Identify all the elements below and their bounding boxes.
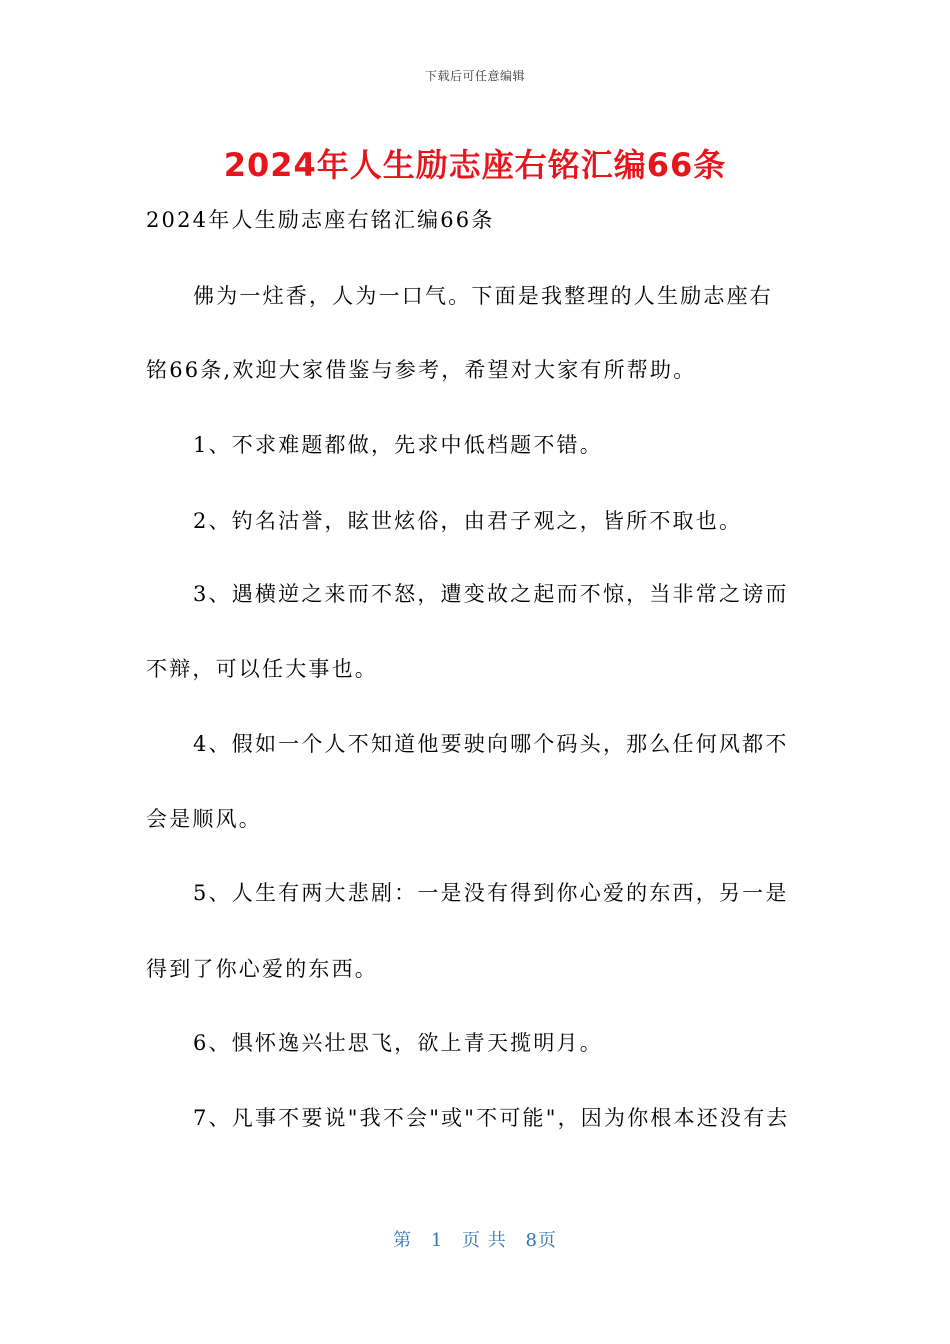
footer-page-number: 1: [430, 1230, 444, 1251]
paragraph-line: 铭66条,欢迎大家借鉴与参考，希望对大家有所帮助。: [146, 358, 697, 382]
footer-middle: 页 共: [462, 1230, 507, 1251]
list-item: 5、人生有两大悲剧：一是没有得到你心爱的东西，另一是: [193, 881, 789, 905]
list-item: 7、凡事不要说"我不会"或"不可能"，因为你根本还没有去: [193, 1106, 790, 1130]
list-item: 4、假如一个人不知道他要驶向哪个码头，那么任何风都不: [193, 732, 789, 756]
paragraph-line: 佛为一炷香，人为一口气。下面是我整理的人生励志座右: [193, 284, 773, 308]
list-item-continuation: 得到了你心爱的东西。: [146, 957, 378, 981]
list-item-continuation: 不辩，可以任大事也。: [146, 657, 378, 681]
document-title: 2024年人生励志座右铭汇编66条: [223, 146, 727, 184]
list-item: 2、钓名沽誉，眩世炫俗，由君子观之，皆所不取也。: [193, 509, 743, 533]
list-item: 3、遇横逆之来而不怒，遭变故之起而不惊，当非常之谤而: [193, 582, 789, 606]
footer-total-pages: 8页: [525, 1230, 557, 1251]
footer-prefix: 第: [393, 1230, 413, 1251]
document-subtitle: 2024年人生励志座右铭汇编66条: [146, 208, 495, 232]
list-item: 6、惧怀逸兴壮思飞，欲上青天揽明月。: [193, 1031, 603, 1055]
list-item: 1、不求难题都做，先求中低档题不错。: [193, 433, 603, 457]
list-item-continuation: 会是顺风。: [146, 807, 262, 831]
header-note: 下载后可任意编辑: [424, 69, 525, 83]
page-footer: [0, 1226, 950, 1252]
